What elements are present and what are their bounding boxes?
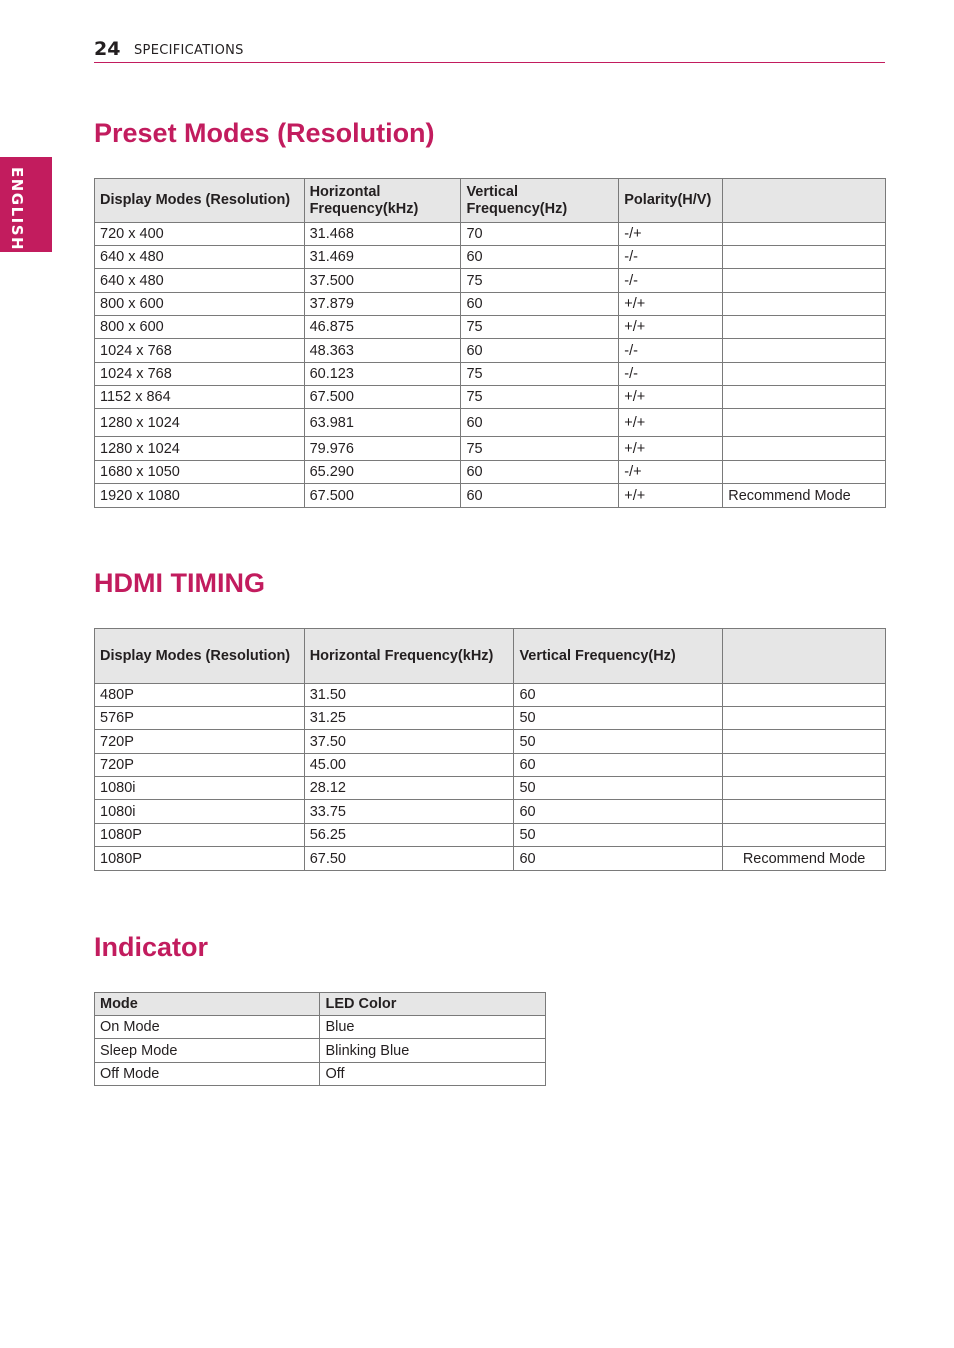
table-row (95, 754, 886, 777)
hdmi-timing-title: HDMI TIMING (94, 568, 265, 598)
table-cell: 60 (514, 754, 723, 777)
table-cell (723, 730, 886, 754)
column-header: Vertical Frequency(Hz) (461, 179, 619, 223)
table-row (95, 386, 886, 409)
table-cell: -/+ (619, 223, 723, 246)
preset-modes-table (94, 178, 886, 508)
table-cell: 79.976 (304, 437, 461, 461)
table-row (95, 1016, 546, 1039)
table-cell (723, 824, 886, 847)
table-cell: -/- (619, 246, 723, 269)
column-header: Display Modes (Resolution) (95, 179, 305, 223)
table-cell: Off (320, 1063, 546, 1086)
table-cell: Off Mode (95, 1063, 320, 1086)
table-cell (723, 316, 886, 339)
column-header: Horizontal Frequency(kHz) (304, 629, 514, 684)
table-row (95, 684, 886, 707)
table-cell: 640 x 480 (95, 269, 305, 293)
table-header-row (95, 629, 886, 684)
table-cell: 1080P (95, 847, 305, 871)
page-number: 24 (94, 38, 121, 60)
table-cell: 720 x 400 (95, 223, 305, 246)
table-cell: 31.25 (304, 707, 514, 730)
table-cell: 60.123 (304, 363, 461, 386)
table-cell: 50 (514, 824, 723, 847)
table-row (95, 293, 886, 316)
table-cell: 576P (95, 707, 305, 730)
table-row (95, 223, 886, 246)
hdmi-timing-table (94, 628, 886, 871)
table-cell: 48.363 (304, 339, 461, 363)
column-header: Vertical Frequency(Hz) (514, 629, 723, 684)
table-cell: Recommend Mode (723, 847, 886, 871)
table-cell (723, 223, 886, 246)
table-cell: -/- (619, 269, 723, 293)
table-cell: 60 (514, 684, 723, 707)
table-header-row (95, 179, 886, 223)
table-cell (723, 777, 886, 800)
table-cell (723, 293, 886, 316)
table-cell: 1080i (95, 777, 305, 800)
column-header (723, 629, 886, 684)
table-cell: 65.290 (304, 461, 461, 484)
table-cell (723, 363, 886, 386)
table-cell (723, 754, 886, 777)
table-row (95, 707, 886, 730)
table-cell: 75 (461, 316, 619, 339)
table-cell: 37.50 (304, 730, 514, 754)
table-cell: 75 (461, 437, 619, 461)
table-cell: 60 (461, 461, 619, 484)
table-cell: 37.879 (304, 293, 461, 316)
table-header-row (95, 993, 546, 1016)
table-row (95, 269, 886, 293)
table-cell: 37.500 (304, 269, 461, 293)
table-cell: 60 (461, 339, 619, 363)
table-row (95, 1063, 546, 1086)
table-cell: 63.981 (304, 409, 461, 437)
language-tab (0, 157, 52, 252)
indicator-title: Indicator (94, 932, 209, 962)
table-row (95, 363, 886, 386)
table-cell: -/- (619, 363, 723, 386)
table-cell: 800 x 600 (95, 293, 305, 316)
table-cell (723, 684, 886, 707)
column-header: Polarity(H/V) (619, 179, 723, 223)
table-cell: Blue (320, 1016, 546, 1039)
table-cell: +/+ (619, 484, 723, 508)
table-row (95, 316, 886, 339)
table-cell: 1920 x 1080 (95, 484, 305, 508)
column-header: Display Modes (Resolution) (95, 629, 305, 684)
table-cell: 1280 x 1024 (95, 437, 305, 461)
table-cell: 46.875 (304, 316, 461, 339)
column-header: Horizontal Frequency(kHz) (304, 179, 461, 223)
table-cell (723, 437, 886, 461)
table-cell: 60 (461, 246, 619, 269)
table-cell: 67.500 (304, 386, 461, 409)
table-cell: 75 (461, 363, 619, 386)
table-cell: Recommend Mode (723, 484, 886, 508)
table-cell (723, 461, 886, 484)
table-cell: 640 x 480 (95, 246, 305, 269)
table-cell: 1024 x 768 (95, 339, 305, 363)
table-cell: 31.469 (304, 246, 461, 269)
table-row (95, 847, 886, 871)
table-cell: 67.500 (304, 484, 461, 508)
table-cell: On Mode (95, 1016, 320, 1039)
column-header (723, 179, 886, 223)
table-cell: 50 (514, 777, 723, 800)
table-cell: 50 (514, 707, 723, 730)
table-cell: Sleep Mode (95, 1039, 320, 1063)
table-cell: 800 x 600 (95, 316, 305, 339)
table-cell: 1280 x 1024 (95, 409, 305, 437)
table-cell: 56.25 (304, 824, 514, 847)
table-row (95, 246, 886, 269)
table-cell: 60 (514, 847, 723, 871)
table-cell: +/+ (619, 386, 723, 409)
table-cell: 45.00 (304, 754, 514, 777)
table-cell: Blinking Blue (320, 1039, 546, 1063)
table-cell: 75 (461, 269, 619, 293)
table-cell: 1080i (95, 800, 305, 824)
table-cell: 720P (95, 754, 305, 777)
column-header: Mode (95, 993, 320, 1016)
table-cell: 70 (461, 223, 619, 246)
table-cell: 1080P (95, 824, 305, 847)
table-cell (723, 800, 886, 824)
table-cell: 28.12 (304, 777, 514, 800)
table-cell: 1680 x 1050 (95, 461, 305, 484)
table-row (95, 339, 886, 363)
table-cell (723, 707, 886, 730)
table-cell: 67.50 (304, 847, 514, 871)
table-cell: +/+ (619, 409, 723, 437)
language-tab-label: ENGLISH (8, 167, 26, 252)
table-cell: 31.50 (304, 684, 514, 707)
table-cell: 60 (461, 484, 619, 508)
table-cell: -/+ (619, 461, 723, 484)
table-cell: +/+ (619, 293, 723, 316)
table-cell: -/- (619, 339, 723, 363)
table-row (95, 777, 886, 800)
table-row (95, 1039, 546, 1063)
page-header (94, 38, 885, 63)
table-row (95, 437, 886, 461)
table-cell: 1152 x 864 (95, 386, 305, 409)
section-label: SPECIFICATIONS (134, 43, 244, 58)
table-row (95, 484, 886, 508)
indicator-table (94, 992, 546, 1086)
preset-modes-title: Preset Modes (Resolution) (94, 118, 435, 148)
table-cell (723, 339, 886, 363)
table-cell: +/+ (619, 437, 723, 461)
table-cell: 33.75 (304, 800, 514, 824)
table-row (95, 800, 886, 824)
table-cell: 31.468 (304, 223, 461, 246)
table-cell: 720P (95, 730, 305, 754)
table-cell: 60 (514, 800, 723, 824)
table-row (95, 824, 886, 847)
table-cell (723, 269, 886, 293)
table-cell: 480P (95, 684, 305, 707)
table-row (95, 461, 886, 484)
column-header: LED Color (320, 993, 546, 1016)
table-row (95, 409, 886, 437)
table-cell: 60 (461, 409, 619, 437)
table-cell (723, 386, 886, 409)
table-cell: 1024 x 768 (95, 363, 305, 386)
table-cell (723, 409, 886, 437)
table-cell (723, 246, 886, 269)
table-cell: 60 (461, 293, 619, 316)
table-cell: +/+ (619, 316, 723, 339)
table-cell: 50 (514, 730, 723, 754)
table-row (95, 730, 886, 754)
table-cell: 75 (461, 386, 619, 409)
